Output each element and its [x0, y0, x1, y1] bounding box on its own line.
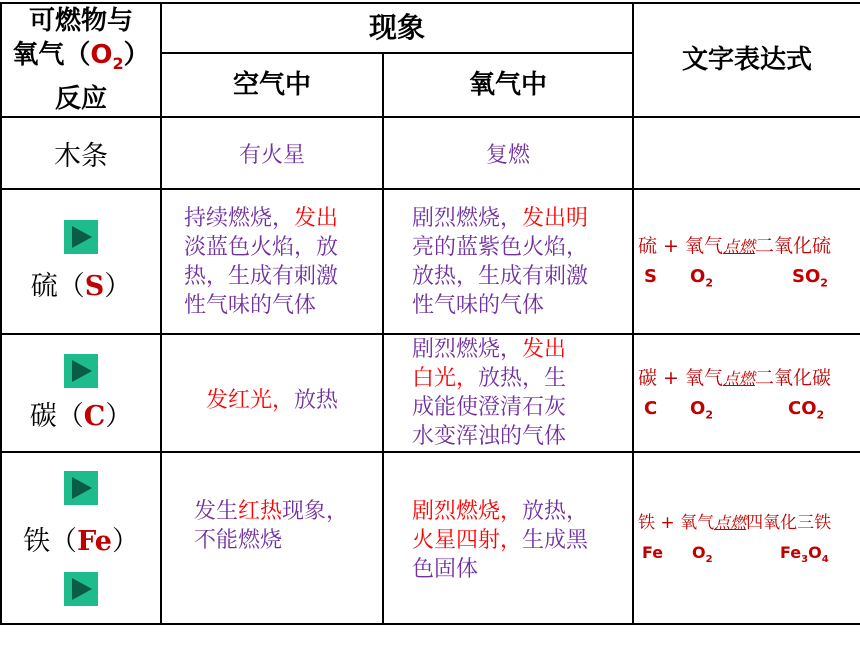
header-line3: 反应	[54, 83, 107, 114]
row-carbon-name: 碳（C）	[1, 334, 161, 452]
row-carbon-expression: 碳 + 氧气点燃二氧化碳 C $O_2$ $CO_2$	[633, 334, 860, 452]
play-button-icon[interactable]	[64, 572, 98, 606]
row-iron-oxygen: 剧烈燃烧，放热， 火星四射，生成黑 色固体	[383, 452, 633, 624]
row-carbon-air: 发红光，放热	[161, 334, 383, 452]
play-button-icon[interactable]	[64, 471, 98, 505]
row-carbon-oxygen: 剧烈燃烧，发出 白光，放热，生 成能使澄清石灰 水变浑浊的气体	[383, 334, 633, 452]
play-button-icon[interactable]	[64, 220, 98, 254]
header-expression: 文字表达式	[633, 3, 860, 117]
row-wood-air: 有火星	[161, 117, 383, 189]
row-iron-name: 铁（Fe）	[1, 452, 161, 624]
play-button-icon[interactable]	[64, 354, 98, 388]
row-wood-name: 木条	[1, 117, 161, 189]
header-in-oxygen: 氧气中	[383, 53, 633, 117]
header-in-air: 空气中	[161, 53, 383, 117]
header-combustible	[1, 3, 161, 117]
row-iron-expression: 铁 + 氧气点燃四氧化三铁 Fe $O_2$ $Fe_3O_4$	[633, 452, 860, 624]
row-iron-air: 发生红热现象， 不能燃烧	[161, 452, 383, 624]
row-wood-expression	[633, 117, 860, 189]
row-sulfur-oxygen: 剧烈燃烧，发出明 亮的蓝紫色火焰， 放热，生成有刺激 性气味的气体	[383, 189, 633, 334]
row-wood-oxygen: 复燃	[383, 117, 633, 189]
header-phenomena: 现象	[161, 3, 633, 53]
combustion-table	[0, 2, 860, 625]
header-line1: 可燃物与	[28, 6, 133, 37]
header-line2: 氧气$(O_2)$	[12, 40, 150, 74]
row-sulfur-name: 硫（S）	[1, 189, 161, 334]
row-sulfur-air: 持续燃烧，发出 淡蓝色火焰，放 热，生成有刺激 性气味的气体	[161, 189, 383, 334]
row-sulfur-expression: 硫 + 氧气点燃二氧化硫 S $O_2$ $SO_2$	[633, 189, 860, 334]
